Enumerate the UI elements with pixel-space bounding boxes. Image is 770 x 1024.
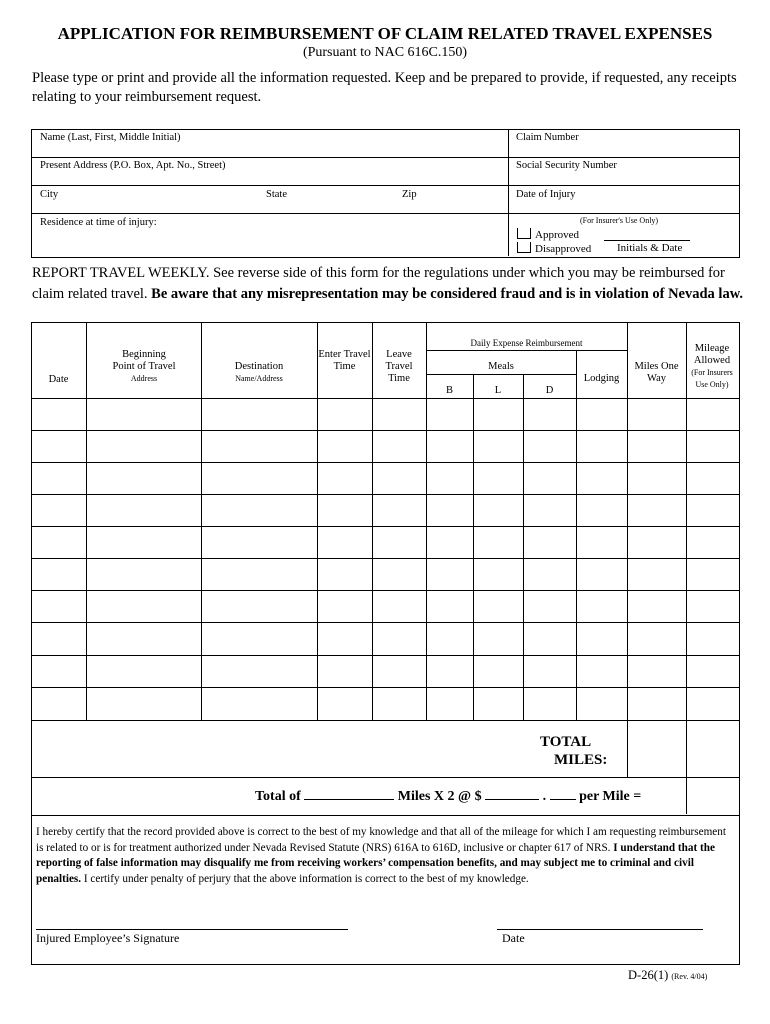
col-meals: Meals bbox=[488, 361, 514, 372]
residence-field[interactable]: Residence at time of injury: bbox=[40, 217, 157, 228]
col-destination: Destination Name/Address bbox=[234, 361, 284, 383]
form-number: D-26(1) (Rev. 4/04) bbox=[628, 968, 708, 982]
date-of-injury-field[interactable]: Date of Injury bbox=[516, 189, 576, 200]
total-calc-line: Total of Miles X 2 @ $ . per Mile = bbox=[255, 789, 642, 804]
rate-cents-blank[interactable] bbox=[550, 799, 576, 800]
form-subtitle: (Pursuant to NAC 616C.150) bbox=[302, 45, 468, 60]
insurer-use-label: (For Insurer's Use Only) bbox=[580, 216, 659, 225]
col-lodging: Lodging bbox=[583, 373, 620, 384]
checkbox-icon bbox=[517, 228, 531, 239]
col-beginning-point: Beginning Point of Travel Address bbox=[112, 349, 176, 383]
col-meals-l: L bbox=[494, 385, 502, 396]
intro-text: Please type or print and provide all the information requested. Keep and be prepared to provide, if requested, any receipts relating to your reimbursement request. bbox=[32, 70, 737, 105]
address-field[interactable]: Present Address (P.O. Box, Apt. No., Street) bbox=[40, 160, 226, 171]
fraud-warning: Be aware that any misrepresentation may be considered fraud and is in violation of Nevada law. bbox=[151, 286, 744, 302]
signature-line[interactable] bbox=[36, 929, 348, 930]
certification-text: I hereby certify that the record provided above is correct to the best of my knowledge and that all of the mileage for which I am requesting reimbursement is related to or is for treatment authorized under Nevada Revised Statute (NRS) 616A to 616D, inclusive or chapter 617 of NRS. I understand that the reporting of false information may disqualify me from receiving workers’ compensation benefits, and may subject me to criminal and civil penalties. I certify under penalty of perjury that the above information is correct to the best of my knowledge. bbox=[36, 826, 726, 885]
zip-field[interactable]: Zip bbox=[402, 189, 417, 200]
col-miles-one-way: Miles One Way bbox=[634, 361, 679, 384]
col-meals-d: D bbox=[545, 385, 554, 396]
date-line[interactable] bbox=[497, 929, 703, 930]
date-label: Date bbox=[502, 931, 525, 945]
checkbox-icon bbox=[517, 242, 531, 253]
ssn-field[interactable]: Social Security Number bbox=[516, 160, 617, 171]
approved-checkbox[interactable]: Approved bbox=[517, 228, 579, 241]
col-daily-expense: Daily Expense Reimbursement bbox=[470, 338, 583, 348]
claimant-info-box bbox=[31, 129, 740, 258]
initials-date-label: Initials & Date bbox=[617, 242, 683, 254]
col-leave-travel-time: Leave Travel Time bbox=[385, 349, 413, 384]
total-of-blank[interactable] bbox=[304, 799, 394, 800]
col-mileage-allowed: Mileage Allowed (For Insurers Use Only) bbox=[691, 343, 733, 389]
travel-table bbox=[31, 322, 740, 816]
name-field[interactable]: Name (Last, First, Middle Initial) bbox=[40, 132, 181, 143]
form-title: APPLICATION FOR REIMBURSEMENT OF CLAIM RELATED TRAVEL EXPENSES bbox=[57, 24, 713, 43]
col-enter-travel-time: Enter Travel Time bbox=[318, 349, 371, 372]
disapproved-checkbox[interactable]: Disapproved bbox=[517, 242, 591, 255]
col-meals-b: B bbox=[445, 385, 453, 396]
claim-number-field[interactable]: Claim Number bbox=[516, 132, 579, 143]
rate-dollars-blank[interactable] bbox=[485, 799, 539, 800]
col-date: Date bbox=[48, 374, 69, 385]
report-instructions: REPORT TRAVEL WEEKLY. See reverse side of this form for the regulations under which you may be reimbursed for claim related travel. Be aware that any misrepresentation may be considered fraud and is in violation of Nevada law. bbox=[32, 265, 744, 302]
city-field[interactable]: City bbox=[40, 189, 59, 200]
state-field[interactable]: State bbox=[266, 189, 287, 200]
total-miles-label: TOTAL MILES: bbox=[540, 734, 608, 768]
signature-label: Injured Employee’s Signature bbox=[36, 931, 180, 945]
